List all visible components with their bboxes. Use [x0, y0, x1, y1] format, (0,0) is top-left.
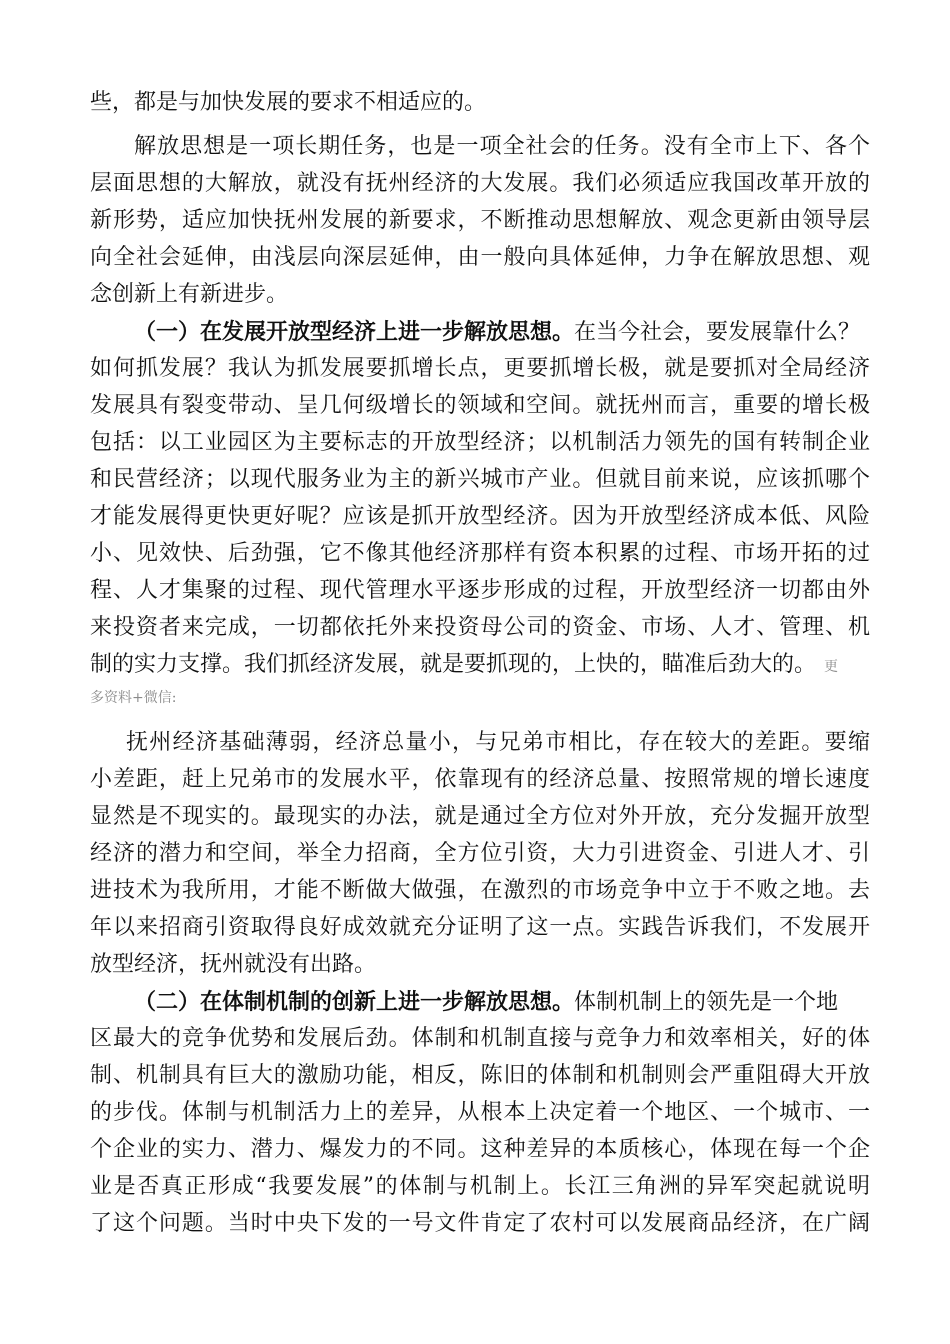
footnote-note: 更	[824, 659, 839, 675]
text-line: 才能发展得更快更好呢？应该是抓开放型经济。因为开放型经济成本低、风险	[90, 504, 870, 529]
text-span: 制的实力支撑。我们抓经济发展，就是要抓现的，上快的，瞄准后劲大的。	[90, 652, 817, 677]
text-line: 年以来招商引资取得良好成效就充分证明了这一点。实践告诉我们，不发展开	[90, 915, 870, 940]
text-line: 和民营经济；以现代服务业为主的新兴城市产业。但就目前来说，应该抓哪个	[90, 467, 870, 492]
text-line: 念创新上有新进步。	[90, 282, 289, 307]
paragraph-4-line-1	[134, 987, 870, 1017]
text-line: 包括：以工业园区为主要标志的开放型经济；以机制活力领先的国有转制企业	[90, 430, 870, 455]
text-line: 新形势，适应加快抚州发展的新要求，不断推动思想解放、观念更新由领导层	[90, 208, 870, 233]
text-span: 体制机制上的领先是一个地	[574, 990, 839, 1015]
text-line: 个企业的实力、潜力、爆发力的不同。这种差异的本质核心，体现在每一个企	[90, 1137, 870, 1162]
text-line: 显然是不现实的。最现实的办法，就是通过全方位对外开放，充分发掘开放型	[90, 804, 870, 829]
text-line: 些，都是与加快发展的要求不相适应的。	[90, 90, 487, 115]
text-line: 层面思想的大解放，就没有抚州经济的大发展。我们必须适应我国改革开放的	[90, 171, 870, 196]
text-line: 了这个问题。当时中央下发的一号文件肯定了农村可以发展商品经济，在广阔	[90, 1211, 870, 1236]
text-line: 程、人才集聚的过程、现代管理水平逐步形成的过程，开放型经济一切都由外	[90, 578, 870, 603]
text-line: 的步伐。体制与机制活力上的差异，从根本上决定着一个地区、一个城市、一	[90, 1100, 870, 1125]
paragraph-2-line-1	[134, 317, 870, 347]
paragraph-3-line-1: 抚州经济基础薄弱，经济总量小，与兄弟市相比，存在较大的差距。要缩	[126, 730, 870, 755]
text-line: 制、机制具有巨大的激励功能，相反，陈旧的体制和机制则会严重阻碍大开放	[90, 1063, 870, 1088]
text-line: 来投资者来完成，一切都依托外来投资母公司的资金、市场、人才、管理、机	[90, 615, 870, 640]
text-span: 在当今社会，要发展靠什么？	[574, 320, 861, 345]
text-line: 小、见效快、后劲强，它不像其他经济那样有资本积累的过程、市场开拓的过	[90, 541, 870, 566]
text-line: 小差距，赶上兄弟市的发展水平，依靠现有的经济总量、按照常规的增长速度	[90, 767, 870, 792]
section-heading-1: （一）在发展开放型经济上进一步解放思想。	[134, 319, 575, 345]
text-line: 发展具有裂变带动、呈几何级增长的领域和空间。就抚州而言，重要的增长极	[90, 393, 870, 418]
text-line: 放型经济，抚州就没有出路。	[90, 952, 377, 977]
text-line: 经济的潜力和空间，举全力招商，全方位引资，大力引进资金、引进人才、引	[90, 841, 870, 866]
text-line: 区最大的竞争优势和发展后劲。体制和机制直接与竞争力和效率相关，好的体	[90, 1026, 870, 1051]
text-line: 如何抓发展？我认为抓发展要抓增长点，更要抓增长极，就是要抓对全局经济	[90, 356, 870, 381]
text-line	[90, 650, 870, 680]
text-line: 进技术为我所用，才能不断做大做强，在激烈的市场竞争中立于不败之地。去	[90, 878, 870, 903]
paragraph-1-line-1: 解放思想是一项长期任务，也是一项全社会的任务。没有全市上下、各个	[134, 134, 870, 159]
section-heading-2: （二）在体制机制的创新上进一步解放思想。	[134, 989, 575, 1015]
text-line: 业是否真正形成“我要发展”的体制与机制上。长江三角洲的异军突起就说明	[90, 1174, 870, 1199]
text-line: 向全社会延伸，由浅层向深层延伸，由一般向具体延伸，力争在解放思想、观	[90, 245, 870, 270]
footnote-note: 多资料+微信:	[90, 690, 177, 706]
